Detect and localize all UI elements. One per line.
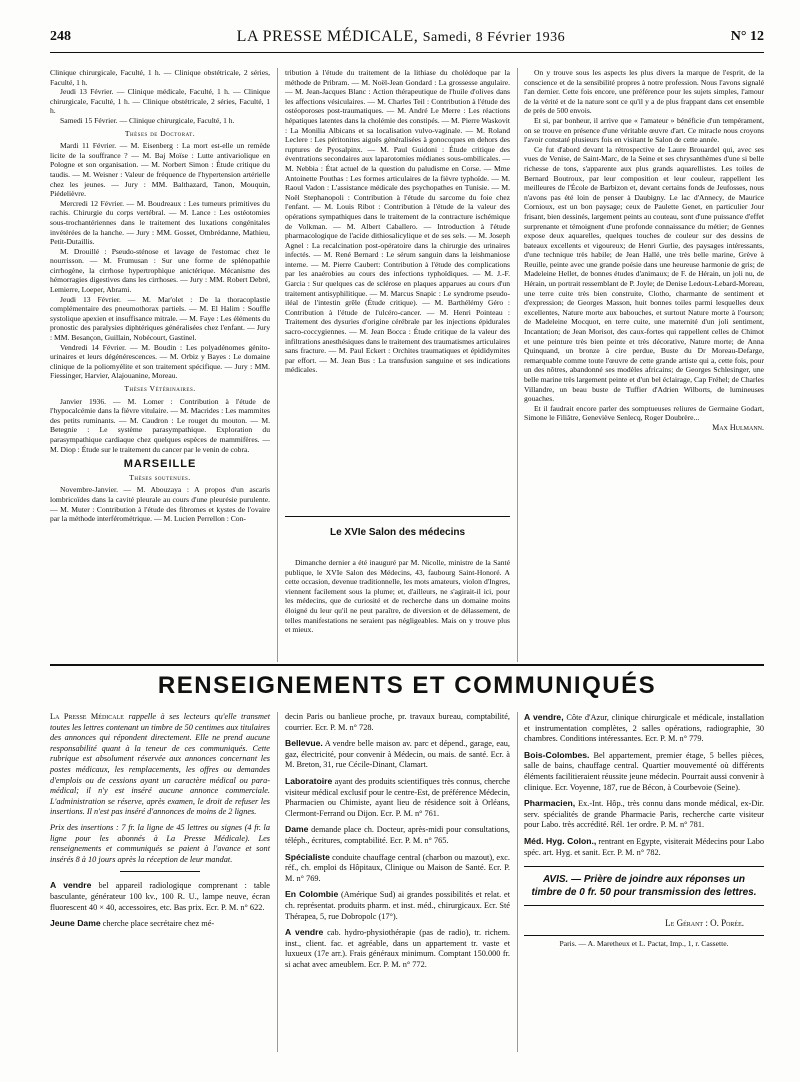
paragraph: Clinique chirurgicale, Faculté, 1 h. — Clinique obstétricale, 2 séries, Faculté, 1 h. xyxy=(50,68,270,87)
paragraph: Novembre-Janvier. — M. Abouzaya : A propos d'un ascaris lombricoïdes dans la cavité pleurale au cours d'une pleurésie purulente. — M. Muter : Contribution à l'étude des fibromes et kystes de l'ovaire par la méthode interférométrique. — M. Lucien Perrellon : Con- xyxy=(50,485,270,524)
ad-text: A vendre belle maison av. parc et dépend., garage, eau, gaz, électricité, pour convenir à Médecin, ou mais. de santé. Ecr. à M. Breton, 31, rue Cécile-Dinant, Clamart. xyxy=(285,739,510,770)
section-heading-theses-soutenues: Thèses soutenues. xyxy=(129,472,191,482)
paragraph: tribution à l'étude du traitement de la lithiase du cholédoque par la méthode de Pribram. — M. Noël-Jean Gondard : La grossesse angulaire. — M. Jean-Jacques Blanc : Action thérapeutique de l'huile d'olives dans les affections vésiculaires. — M. Charles Teil : Contribution à l'étude des ostéoporoses post-traumatiques. — M. André Le Merre : Les réactions hépatiques latentes dans la cholémie des constipés. — M. Pierre Waskovit : La Monilia Albicans et sa localisation vulvo-vaginale. — M. Roland Leclere : Les péritonites aiguës généralisées à gonocoques en dehors des ruptures de Pyosalpinx. — M. Paul Guidoni : Étude critique des éventrations secondaires aux laparotomies médianes sous-ombilicales. — M. Nebbia : État actuel de la question du paludisme en Corse. — Mme Antoinette Pouthas : Les formes articulaires de la fièvre typhoïde. — M. Raoul Vadon : L'assistance médicale des psychopathes en Tunisie. — M. Noël Stephanopoli : Contribution à l'étude du sarcome du foie chez l'enfant. — M. Louis Ribot : Contribution à l'étude de la valeur des opérations sympathiques dans le traitement de la contracture ischémique de Volkman. — M. Albert Caballero. — Introduction à l'étude pharmacologique de l'acide dithiosalicylique et de ses sels. — M. Joseph Agnel : La recalcination post-opératoire dans la chirurgie des urinaires infectés. — M. René Bernard : Le sérum sanguin dans la leishmaniose interne. — M. Pierre Caubert: Contribution à l'étude des complications par les anaérobies au cours des infections typhoïdiques. — M. J.-F. Garcia : Sur quelques cas de sclérose en plaques apparues au cours d'un traitement antisyphilitique. — M. Marcus Snapic : Le syndrome pseudo-iléal de l'intestin grêle (Étude critique). — M. Barthélémy Géro : Contribution à l'étude de l'ulcéro-cancer. — M. Henri Pointeau : Traitement des dysuries d'origine cérébrale par les injections épidurales sacro-coccygiennes. — M. Jean Bocca : Étude critique de la valeur des infiltrations anesthésiques dans le traitement des traumatismes articulaires sans fracture. — M. Paul Eckert : Orchites traumatiques et épididymites par effort. — M. Jean Bus : La transfusion sanguine et ses indications médicales. xyxy=(285,68,510,375)
paragraph: Mercredi 12 Février. — M. Boudreaux : Les tumeurs primitives du rachis. Chirurgie du corps vertébral. — M. Lance : Les ostéotomies sous-trochantériennes dans le traitement des luxations congénitales invétérées de la hanche. — Jury : MM. Gosset, Ombrédanne, Mathieu, Petit-Dutaillis. xyxy=(50,198,270,247)
classified-ad xyxy=(524,798,764,831)
journal-name: LA PRESSE MÉDICALE, xyxy=(236,28,419,45)
editorial-notice xyxy=(50,712,270,818)
paragraph: Vendredi 14 Février. — M. Boudin : Les polyadénomes génito-urinaires et leurs dégénérescences. — M. Orbiz y Bayes : Le domaine clinique de la poliomyélite et son traitement spécifique. — Jury : MM. Fiessinger, Harvier, Alajouanine, Moreau. xyxy=(50,342,270,381)
ad-heading: A vendre xyxy=(285,927,324,938)
column-right xyxy=(524,68,764,662)
issue-date: Samedi, 8 Février 1936 xyxy=(422,30,566,45)
section-heading-theses-veterinaires: Thèses Vétérinaires. xyxy=(124,384,196,393)
classified-ad xyxy=(524,750,764,793)
theses-continued xyxy=(285,68,510,508)
classified-ad xyxy=(285,852,510,885)
issue-number: N° 12 xyxy=(730,29,764,44)
ad-heading: Méd. Hyg. Colon., xyxy=(524,835,597,846)
paragraph: Jeudi 13 Février. — M. Mar'olet : De la thoracoplastie complémentaire des pneumothorax partiels. — M. El Halim : Souffle systolique apexien et insuffisance mitrale. — M. Faye : Les éléments du pronostic des paralysies diphtériques généralisées chez l'enfant. — Jury : MM. Besançon, Guillain, Nobécourt, Gastinel. xyxy=(50,294,270,343)
column-divider xyxy=(277,68,278,662)
ad-text: demande place ch. Docteur, après-midi pour consultations, téléph., écritures, comptabilité. Ecr. P. M. n° 765. xyxy=(285,825,510,845)
section-title-renseignements: RENSEIGNEMENTS ET COMMUNIQUÉS xyxy=(157,672,657,699)
ad-heading: Spécialiste xyxy=(285,851,330,862)
printer-line: Paris. — A. Maretheux et L. Pactat, Imp., 1, r. Cassette. xyxy=(524,935,764,950)
section-rule xyxy=(285,516,510,517)
classified-ad xyxy=(285,889,510,922)
notice-text: rappelle à ses lecteurs qu'elle transmet toutes les lettres contenant un timbre de 50 centimes aux titulaires des annonces qui répondent directement. Elle ne prend aucune responsabilité quant à la teneur de ces communiqués. Cette rubrique est absolument réservée aux annonces concernant les postes médicaux, les remplacements, les offres ou demandes d'emplois ou de cessions ayant un caractère médical ou para-médical; il n'y est inséré aucune annonce commerciale. L'administration se réserve, après examen, le droit de refuser les insertions. Il n'est pas inséré d'annonces de moins de 2 lignes. xyxy=(50,712,271,817)
ad-heading: Pharmacien, xyxy=(524,798,576,809)
section-heading-marseille: MARSEILLE xyxy=(123,458,197,471)
classifieds-column-right xyxy=(524,712,764,949)
ad-text: Ex.-Int. Hôp., très connu dans monde médical, ex-Dir. serv. spécialités de grande Pharmacie Paris, recherche carte visiteur pour Labo. très accrédité. Rél. 1er ordre. P. M. n° 781. xyxy=(524,799,764,830)
ad-heading: Dame xyxy=(285,824,309,835)
ad-heading: A vendre, xyxy=(524,712,564,722)
author-signature: Max Hulmann. xyxy=(712,422,764,432)
journal-title xyxy=(237,28,565,46)
classified-ad xyxy=(285,927,510,970)
page-number: 248 xyxy=(50,29,71,44)
column-middle xyxy=(285,68,510,662)
classified-ad xyxy=(285,712,510,733)
ad-heading: Jeune Dame xyxy=(50,918,101,929)
ad-text: Côte d'Azur, clinique chirurgicale et médicale, installation et instrumentation complètes, 2 salles opérations, radiographie, 30 chambres. Conditions intéressantes. Ecr. P. M. n° 779. xyxy=(524,713,765,744)
salon-article xyxy=(285,558,510,635)
newspaper-page xyxy=(50,22,764,1062)
divider xyxy=(120,871,200,872)
salon-title: Le XVIe Salon des médecins xyxy=(329,527,466,538)
ad-text: bel appareil radiologique comprenant : table basculante, générateur 100 kv., 100 R. U., lampe neuve, écran fluorescent 40 × 40, accessoires, etc. Bas prix. Ecr. P. M. n° 622. xyxy=(50,881,270,912)
paragraph: Janvier 1936. — M. Lomer : Contribution à l'étude de l'hypocalcémie dans la fièvre vitulaire. — M. Macrides : Les mammites des petits ruminants. — M. Caudron : Le rouget du mouton. — M. Betegnie : Le système parasympathique. Exploration du parasympathique cardiaque chez quelques espèces de mammifères. — M. Diop : Étude sur le traitement du cancer par le venin de cobra. xyxy=(50,396,270,454)
classifieds-column-middle xyxy=(285,712,510,975)
classified-ad xyxy=(50,918,270,930)
notice-journal-name: La Presse Médicale xyxy=(50,712,124,721)
paragraph: Dimanche dernier a été inauguré par M. Nicolle, ministre de la Santé publique, le XVIe Salon des Médecins, 43, faubourg Saint-Honoré. A cette occasion, devenue traditionnelle, les mots amateurs, violon d'Ingres, viennent facilement sous la plume; et, d'ailleurs, ne s'agirait-il ici, pour les médecins, que de curiosité et de recherche dans un domaine moins éloigné du leur qu'il ne peut paraître, de diversion et de délassement, de telles manifestations ne seraient pas négligeables. Mais on y trouve plus et mieux. xyxy=(285,558,510,635)
ad-heading: Bellevue. xyxy=(285,738,323,749)
classifieds-column-left xyxy=(50,712,270,935)
section-heading-theses-doctorat: Thèses de Doctorat. xyxy=(124,128,196,138)
classified-ad xyxy=(285,824,510,846)
top-section xyxy=(50,68,764,662)
paragraph: Jeudi 13 Février. — Clinique médicale, Faculté, 1 h. — Clinique chirurgicale, Faculté, 1 h. — Clinique obstétricale, 2 séries, Faculté, 1 h. xyxy=(50,87,270,116)
ad-text: decin Paris ou banlieue proche, pr. travaux bureau, comptabilité, courrier. Ecr. P. M. n° 728. xyxy=(285,712,510,732)
paragraph: Mardi 11 Février. — M. Eisenberg : La mort est-elle un remède licite de la souffrance ? — M. Baj Moïse : Lutte antivariolique en Pologne et son organisation. — M. Norbert Simon : Étude critique du taudis. — M. Weisner : Valeur de fréquence de l'hypertension artérielle chez les jeunes. — Jury : MM. Balthazard, Tanon, Mouquin, Piédelièvre. xyxy=(50,141,270,199)
paragraph: On y trouve sous les aspects les plus divers la marque de l'esprit, de la conscience et de la sensibilité propres à notre profession. Nous l'avons signalé l'an dernier. Cette fois encore, une préférence pour les sujets simples, l'amour de la vérité et de la nature sont ce qu'il y a de plus frappant dans cet ensemble de près de 500 envois. xyxy=(524,68,764,116)
pricing-notice: Prix des insertions : 7 fr. la ligne de 45 lettres ou signes (4 fr. la ligne pour les abonnés à La Presse Médicale). Les renseignements et communiqués se paient à l'avance et sont insérés 8 à 10 jours après la réception de leur mandat. xyxy=(50,822,270,864)
paragraph: Ce fut d'abord devant la rétrospective de Laure Brouardel qui, avec ses vues de Venise, de Saint-Marc, de la Seine et ses chrysanthèmes d'une si belle richesse de tons, s'apparente aux plus grands aquarellistes. Les toiles de Bernard Boutroux, par leur composition et leur couleur, rappellent les meilleures de l'École de Barbizon et, devant certains fonds de Jeufosses, nous n'avons pas été loin de penser à Daubigny. Le lac d'Annecy, de Maurice Cornioux, est un bon paysage; ceux de Paulette Genet, en particulier Jour frisant, bien dessinés, largement peints au couteau, sont d'une puissance d'effet surprenante et témoignent d'une profonde connaissance du métier; de Gennes expose deux aquarelles, quelques touches de couleur sur des dessins de bateaux excellents et vigoureux; de Henri Gurlie, des paysages intéressants, d'une technique très habile; de Jean Hallé, une très belle marine, Grève à Reuille, peinte avec une grande poésie dans une heureuse harmonie de gris; de Madeleine Hellet, de bonnes études d'animaux; de F. de Hérain, un joli nu, de Hérain, un portrait ressemblant de P. Joyle; de Denise Ledoux-Lebard-Moreau, une terre cuite très bien construite, Clotho, charmante de sentiment et d'expression; de Georges Masson, huit bonnes toiles parmi lesquelles deux excellentes, Nature morte aux babouches, et surtout Nature morte à l'ourson; de Madeleine Mocquot, en terre cuite, une maternité d'un joli sentiment, Incantation; de Jean Morisot, des caux-fortes qui rappellent celles de Chimot et une peinture très bien peinte et très décorative, Nature morte; de Anna Quinquand, un bronze à cire perdue, Buste du Dr Moreau-Defarge, remarquable comme toute l'œuvre de cette grande artiste qui a, cette fois, pour un des nôtres, abandonné ses modèles africains; de Georges Schlesinger, une belle marine très largement peinte et d'un bel éclairage, Cap Fréhel; de Charles Villandre, un beau buste de Tuffier d'Adrien Wilborts, de lumineuses gouaches. xyxy=(524,144,764,404)
ad-text: cab. hydro-physiothérapie (pas de radio), tr. richem. inst., client. fac. et agréable, dans un appartement tr. vaste et luxueux (17e arr.). Frais généraux minimum. Comptant 150.000 fr. si achat avec ameublem. Ecr. P. M. n° 772. xyxy=(285,928,510,969)
ad-heading: A vendre xyxy=(50,880,92,891)
paragraph: Et si, par bonheur, il arrive que « l'amateur » bénéficie d'un tempérament, on se trouve en présence d'une véritable œuvre d'art. Ce miracle nous croyons l'avoir constaté plusieurs fois en visitant le Salon de cette année. xyxy=(524,115,764,145)
column-left xyxy=(50,68,270,662)
classified-ad xyxy=(50,880,270,913)
classified-ad xyxy=(524,836,764,858)
section-rule xyxy=(50,664,764,666)
running-head xyxy=(50,22,764,53)
classified-ad xyxy=(285,738,510,771)
gerant-line: Le Gérant : O. Porée. xyxy=(665,918,744,929)
middle-column-content xyxy=(285,68,510,662)
paragraph: Et il faudrait encore parler des somptueuses reliures de Germaine Godart, Simone le Filiâtre, Geneviève Senlecq, Roger Doubrère... xyxy=(524,403,764,423)
paragraph: Samedi 15 Février. — Clinique chirurgicale, Faculté, 1 h. xyxy=(60,115,235,125)
column-divider xyxy=(517,68,518,662)
ad-text: cherche place secrétaire chez mé- xyxy=(100,919,215,929)
classifieds-section xyxy=(50,712,764,1062)
ad-text: (Amérique Sud) ai grandes possibilités et relat. et ch. représentat. produits pharm. et inst. méd., chirurgicaux. Ecr. Sté Thérapea, 5, rue Dobropolc (17°). xyxy=(285,890,510,921)
paragraph: M. Drouillé : Pseudo-sténose et lavage de l'estomac chez le nourrisson. — M. Frumusan : Sur une forme de splénopathie cirrhogène, la cirrhose hypertrophique anictérique. Mécanisme des hémorragies digestives dans les cirrhoses. — Jury : MM. Robert Debré, Lemierre, Loeper, Abrami. xyxy=(50,246,270,295)
column-divider xyxy=(277,712,278,1052)
ad-text: rentrant en Egypte, visiterait Médecins pour Labo spéc. art. Hyg. et sanit. Ecr. P. M. n° 782. xyxy=(524,836,764,857)
ad-text: Bel appartement, premier étage, 5 belles pièces, salle de bains, chauffage central. Quartier mouvementé où différents éléments facilitieraient réussite jeune médecin. Pourrait aussi convenir à clinique. Ecr. Voyenne, 187, rue de Bécon, à Courbevoie (Seine). xyxy=(524,750,764,792)
column-divider xyxy=(517,712,518,1052)
ad-heading: En Colombie xyxy=(285,889,339,900)
classified-ad xyxy=(524,712,764,745)
ad-text: conduite chauffage central (charbon ou mazout), exc. réf., ch. emploi ds Hôpitaux, Clinique ou Maison de Santé. Ecr. P. M. n° 769. xyxy=(285,852,510,883)
ad-heading: Bois-Colombes. xyxy=(524,749,590,760)
classified-ad xyxy=(285,776,510,819)
avis-notice: AVIS. — Prière de joindre aux réponses un timbre de 0 fr. 50 pour transmission des lettres. xyxy=(524,866,764,906)
ad-text: ayant des produits scientifiques très connus, cherche visiteur médical exclusif pour le centre-Est, de préférence Médecin, Pharmacien ou Chimiste, ayant lieu de résidence soit à Orléans, Clermont-Ferrand ou Dijon. Ecr. P. M. n° 761. xyxy=(285,776,510,818)
ad-heading: Laboratoire xyxy=(285,775,333,786)
